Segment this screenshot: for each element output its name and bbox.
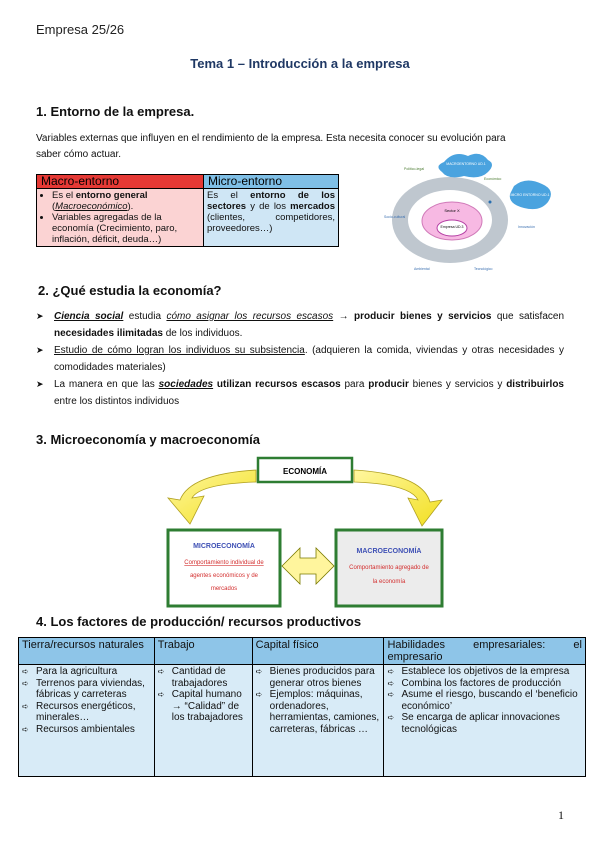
list-item: ➪ Recursos energéticos, minerales…	[22, 700, 136, 723]
factors-cell-capital	[252, 665, 384, 777]
arrow-outline-icon: ➪	[255, 667, 263, 676]
factors-cell-trabajo	[154, 665, 252, 777]
macro-desc-2: la economía	[372, 579, 406, 585]
empresa-label: Empresa UD.3	[440, 225, 464, 229]
list-item: ➪ Para la agricultura	[22, 666, 118, 677]
arrow-outline-icon: ➪	[22, 678, 29, 688]
micro-box	[168, 530, 280, 606]
page-number: 1	[558, 808, 564, 822]
micro-cell: Es el entorno de los sectores y de los mercados (clientes, competidores, proveedores…)	[204, 189, 339, 247]
micro-macro-diagram	[160, 452, 450, 612]
list-item: ➪ Asume el riesgo, buscando el ‘beneficio económico’	[387, 689, 578, 712]
list-item: ➪ Ejemplos: máquinas, ordenadores, herramientas, camiones, carreteras, fábricas …	[255, 689, 380, 735]
economia-item-2: ➤ Estudio de cómo logran los individuos su subsistencia. (adquieren la comida, viviendas y otras necesidades y comodidades materiales)	[36, 342, 564, 376]
list-item: ➪ Establece los objetivos de la empresa	[387, 666, 570, 677]
factors-cell-tierra	[19, 665, 155, 777]
list-item: ➪ Terrenos para viviendas, fábricas y carreteras	[22, 677, 145, 700]
intro-line-2: saber cómo actuar.	[36, 149, 122, 160]
arrow-outline-icon: ➪	[387, 713, 395, 722]
factors-table	[18, 637, 586, 777]
section-2-heading: 2. ¿Qué estudia la economía?	[38, 283, 222, 298]
macro-title: MACROECONOMÍA	[356, 548, 422, 555]
arrow-outline-icon: ➪	[22, 667, 29, 676]
factors-cell-habilidades	[384, 665, 586, 777]
micro-desc-2: agentes económicos y de	[189, 573, 259, 579]
list-item: ➪ Cantidad de trabajadores	[157, 666, 228, 689]
micro-desc-1: Comportamiento individual de	[184, 560, 264, 566]
arrow-outline-icon: ➪	[387, 667, 395, 676]
macro-cell	[37, 189, 204, 247]
micro-header: Micro-entorno	[204, 175, 339, 189]
arrow-outline-icon: ➪	[255, 690, 263, 699]
label-sociocultural: Socio-cultural	[384, 215, 406, 219]
arrow-outline-icon: ➪	[157, 667, 165, 676]
label-politico: Político-legal	[404, 167, 425, 171]
section-3-heading: 3. Microeconomía y macroeconomía	[36, 432, 260, 447]
list-item: ➪ Se encarga de aplicar innovaciones tecnológicas	[387, 712, 560, 735]
factors-header-tierra: Tierra/recursos naturales	[19, 638, 155, 665]
curved-arrow-left	[168, 470, 256, 524]
macro-bullet-2: • Variables agregadas de la economía (Crecimiento, paro, inflación, déficit, deuda…)	[52, 212, 200, 245]
page-header: Empresa 25/26	[36, 22, 125, 37]
list-item: ➪ Bienes producidos para generar otros bienes	[255, 666, 375, 689]
economia-list	[36, 308, 564, 410]
factors-header-trabajo: Trabajo	[154, 638, 252, 665]
factors-header-habilidades: Habilidades empresariales: el empresario	[384, 638, 586, 665]
arrow-outline-icon: ➪	[387, 678, 395, 688]
arrow-bullet-icon: ➤	[36, 311, 44, 321]
arrow-outline-icon: ➪	[22, 701, 29, 711]
list-item: ➪ Capital humano → “Calidad” de los trabajadores	[157, 689, 243, 723]
diagram-dot	[489, 201, 492, 204]
list-item: ➪ Combina los factores de producción	[387, 677, 561, 689]
arrow-outline-icon: ➪	[157, 690, 165, 699]
curved-arrow-right	[354, 470, 442, 526]
factors-header-capital: Capital físico	[252, 638, 384, 665]
microentorno-label: MICRO ENTORNO UD.1	[510, 193, 550, 197]
arrow-bullet-icon: ➤	[36, 379, 44, 389]
arrow-outline-icon: ➪	[387, 690, 395, 699]
label-ambiental: Ambiental	[414, 267, 430, 271]
section-4-heading: 4. Los factores de producción/ recursos productivos	[36, 614, 362, 629]
section-1-heading: 1. Entorno de la empresa.	[36, 104, 195, 119]
page-title: Tema 1 – Introducción a la empresa	[190, 56, 410, 71]
intro-line-1: Variables externas que influyen en el rendimiento de la empresa. Esta necesita conocer su evolución para	[36, 133, 506, 144]
economia-item-1: ➤ Ciencia social estudia cómo asignar los recursos escasos → producir bienes y servicios que satisfacen necesidades ilimitadas de los individuos.	[36, 308, 564, 342]
macro-desc-1: Comportamiento agregado de	[349, 565, 429, 571]
macro-bullet-1: • Es el entorno general (Macroeconómico).	[52, 190, 200, 212]
label-tecnologico: Tecnológico	[474, 267, 493, 271]
micro-desc-3: mercados	[210, 586, 238, 592]
entorno-table	[36, 174, 339, 247]
economia-item-3: ➤ La manera en que las sociedades utilizan recursos escasos para producir bienes y servicios y distribuirlos entre los distintos individuos	[36, 376, 564, 410]
double-arrow	[282, 548, 334, 584]
label-innovacion: Innovación	[518, 225, 535, 229]
list-item: ➪ Recursos ambientales	[22, 723, 135, 735]
label-economico: Económico	[484, 177, 502, 181]
entorno-diagram	[384, 150, 564, 280]
economia-label: ECONOMÍA	[283, 467, 327, 476]
micro-title: MICROECONOMÍA	[193, 543, 255, 550]
macroentorno-label: MACROENTORNO UD.1	[446, 162, 486, 166]
arrow-bullet-icon: ➤	[36, 345, 44, 355]
arrow-outline-icon: ➪	[22, 724, 29, 734]
sector-label: Sector X	[444, 208, 460, 213]
macro-header: Macro-entorno	[37, 175, 204, 189]
